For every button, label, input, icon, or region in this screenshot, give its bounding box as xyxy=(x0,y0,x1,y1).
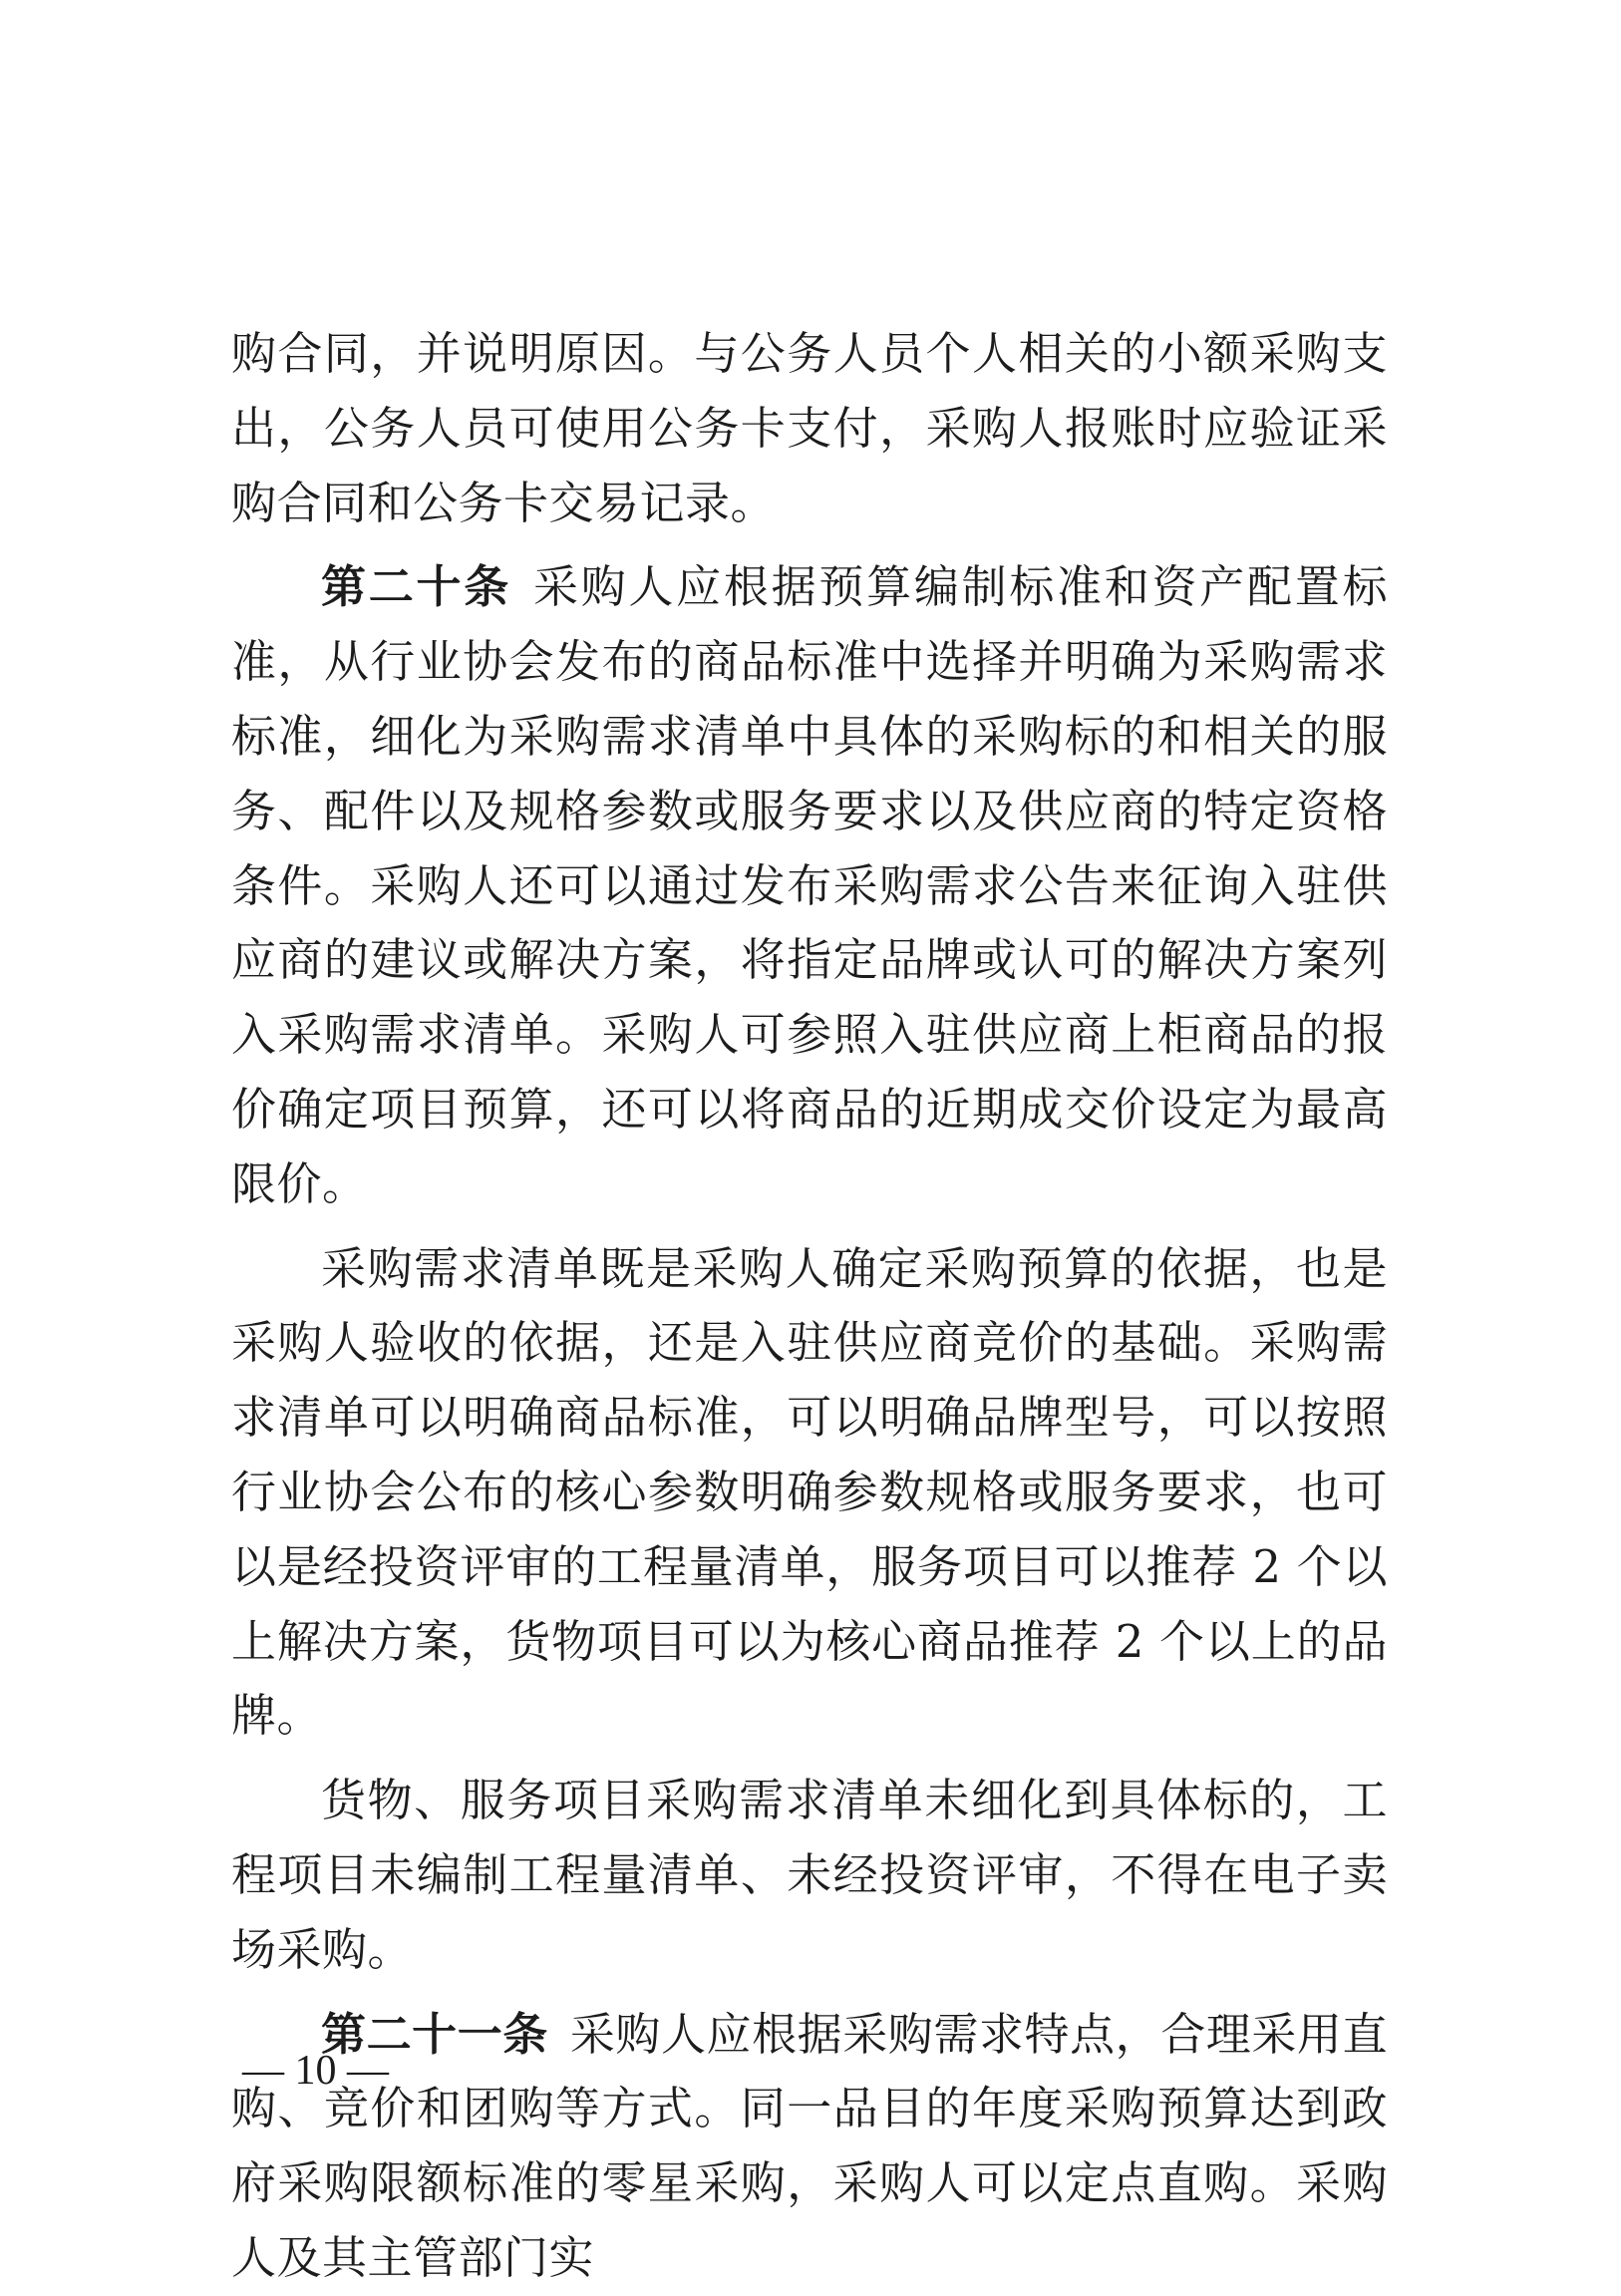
paragraph-gap xyxy=(231,1222,1388,1232)
paragraph-text: 采购需求清单既是采购人确定采购预算的依据，也是采购人验收的依据，还是入驻供应商竞价的基础。采购需求清单可以明确商品标准，可以明确品牌型号，可以按照行业协会公布的核心参数明确参数规格或服务要求，也可以是经投资评审的工程量清单，服务项目可以推荐 2 个以上解决方案，货物项目可以为核心商品推荐 2 个以上的品牌。 xyxy=(231,1241,1388,1743)
paragraph-text: 采购人应根据采购需求特点，合理采用直购、竞价和团购等方式。同一品目的年度采购预算达到政府采购限额标准的零星采购，采购人可以定点直购。采购人及其主管部门实 xyxy=(231,2007,1388,2284)
paragraph-text: 货物、服务项目采购需求清单未细化到具体标的，工程项目未编制工程量清单、未经投资评审，不得在电子卖场采购。 xyxy=(231,1774,1388,1976)
paragraph-continued xyxy=(231,317,1388,540)
restriction-paragraph xyxy=(231,1764,1388,1987)
article-title: 第二十一条 xyxy=(321,2007,548,2061)
page-number: — 10 — xyxy=(242,2048,389,2094)
requirement-list-paragraph xyxy=(231,1232,1388,1755)
body-text xyxy=(231,317,1388,2296)
article-title: 第二十条 xyxy=(321,560,511,614)
paragraph-text: 采购人应根据预算编制标准和资产配置标准，从行业协会发布的商品标准中选择并明确为采购需求标准，细化为采购需求清单中具体的采购标的和相关的服务、配件以及规格参数或服务要求以及供应商的特定资格条件。采购人还可以通过发布采购需求公告来征询入驻供应商的建议或解决方案，将指定品牌或认可的解决方案列入采购需求清单。采购人可参照入驻供应商上柜商品的报价确定项目预算，还可以将商品的近期成交价设定为最高限价。 xyxy=(231,560,1388,1210)
article-20-paragraph xyxy=(231,550,1388,1221)
paragraph-gap xyxy=(231,540,1388,550)
paragraph-gap xyxy=(231,1754,1388,1764)
article-21-paragraph xyxy=(231,1998,1388,2296)
paragraph-gap xyxy=(231,1988,1388,1998)
paragraph-text: 购合同，并说明原因。与公务人员个人相关的小额采购支出，公务人员可使用公务卡支付，采购人报账时应验证采购合同和公务卡交易记录。 xyxy=(231,327,1388,529)
